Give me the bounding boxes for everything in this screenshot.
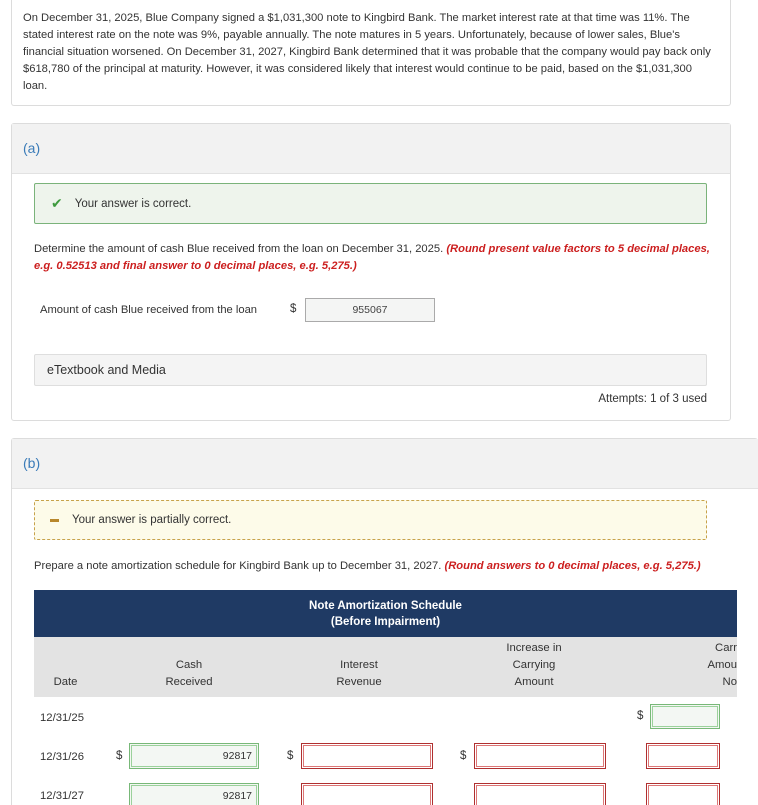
partial-feedback-text: Your answer is partially correct. bbox=[72, 514, 232, 526]
part-a-rounding-note: (Round present value factors to 5 decimal places, e.g. 0.52513 and final answer to 0 decimal places, e.g. 5,275.) bbox=[34, 243, 710, 272]
schedule-title-line1: Note Amortization Schedule bbox=[309, 600, 462, 612]
row-date-3: 12/31/27 bbox=[40, 790, 84, 802]
amount-label: Amount of cash Blue received from the loan bbox=[40, 304, 258, 316]
part-b-header bbox=[12, 439, 758, 489]
col-increase-l2: Carrying bbox=[512, 659, 556, 671]
dollar-sign: $ bbox=[290, 303, 297, 315]
col-interest-revenue-l1: Interest bbox=[340, 659, 378, 671]
part-b-panel bbox=[11, 438, 758, 805]
part-b-instruction bbox=[34, 558, 714, 575]
partial-dash-icon bbox=[50, 519, 59, 522]
dollar-sign-increase-2: $ bbox=[460, 750, 467, 762]
cash-received-input[interactable]: 955067 bbox=[305, 298, 435, 322]
col-carrying-amount bbox=[674, 640, 737, 691]
attempts-counter: Attempts: 1 of 3 used bbox=[598, 393, 707, 405]
col-cash-received-l1: Cash bbox=[175, 659, 203, 671]
interest-revenue-input-2[interactable] bbox=[301, 743, 433, 769]
part-a-header bbox=[12, 124, 730, 174]
cash-received-input-3[interactable]: 92817 bbox=[129, 783, 259, 805]
carrying-amount-input-3[interactable] bbox=[646, 783, 720, 805]
carrying-amount-input-1[interactable] bbox=[650, 704, 720, 729]
col-interest-revenue-l2: Revenue bbox=[336, 676, 382, 688]
col-carrying-l3: No bbox=[722, 676, 737, 688]
problem-text: On December 31, 2025, Blue Company signed a $1,031,300 note to Kingbird Bank. The market interest rate at that time was 11%. The stated interest rate on the note was 9%, payable annually. The note matures in 5 years. Unfortunately, because of lower sales, Blue's financial situation worsened. On December 31, 2027, Kingbird Bank determined that it was probable that the company would pay back only $618,780 of the principal at maturity. However, it was considered likely that interest would continue to be paid, based on the $1,031,300 loan. bbox=[23, 12, 711, 92]
increase-carrying-input-2[interactable] bbox=[474, 743, 606, 769]
part-a-panel bbox=[11, 123, 731, 421]
checkmark-icon: ✔ bbox=[51, 195, 63, 211]
dollar-sign-interest-2: $ bbox=[287, 750, 294, 762]
carrying-amount-input-2[interactable] bbox=[646, 743, 720, 769]
col-cash-received-l2: Received bbox=[165, 676, 213, 688]
row-date-1: 12/31/25 bbox=[40, 712, 84, 724]
part-b-instruction-text: Prepare a note amortization schedule for Kingbird Bank up to December 31, 2027. bbox=[34, 560, 442, 572]
part-a-instruction bbox=[34, 241, 714, 275]
row-date-2: 12/31/26 bbox=[40, 751, 84, 763]
col-cash-received bbox=[139, 657, 239, 691]
interest-revenue-input-3[interactable] bbox=[301, 783, 433, 805]
part-a-label: (a) bbox=[23, 140, 41, 156]
col-increase-l3: Amount bbox=[514, 676, 554, 688]
correct-feedback-text: Your answer is correct. bbox=[74, 197, 192, 210]
col-date: Date bbox=[53, 676, 78, 688]
part-a-instruction-text: Determine the amount of cash Blue received from the loan on December 31, 2025. bbox=[34, 243, 444, 255]
schedule-title bbox=[34, 590, 737, 637]
problem-statement bbox=[11, 0, 731, 106]
schedule-header-row bbox=[34, 637, 737, 697]
partial-feedback-banner bbox=[34, 500, 707, 540]
etextbook-and-media-button[interactable]: eTextbook and Media bbox=[34, 354, 707, 386]
part-b-label: (b) bbox=[23, 455, 41, 471]
part-b-rounding-note: (Round answers to 0 decimal places, e.g. 5,275.) bbox=[444, 560, 701, 572]
col-increase-l1: Increase in bbox=[506, 642, 562, 654]
col-carrying-l1: Carr bbox=[715, 642, 737, 654]
cash-received-input-2[interactable]: 92817 bbox=[129, 743, 259, 769]
schedule-title-line2: (Before Impairment) bbox=[330, 616, 441, 628]
col-interest-revenue bbox=[309, 657, 409, 691]
col-carrying-l2: Amou bbox=[707, 659, 737, 671]
correct-feedback-banner bbox=[34, 183, 707, 224]
col-increase-carrying bbox=[484, 640, 584, 691]
dollar-sign-cash-2: $ bbox=[116, 750, 123, 762]
dollar-sign-carrying-1: $ bbox=[637, 710, 644, 722]
increase-carrying-input-3[interactable] bbox=[474, 783, 606, 805]
